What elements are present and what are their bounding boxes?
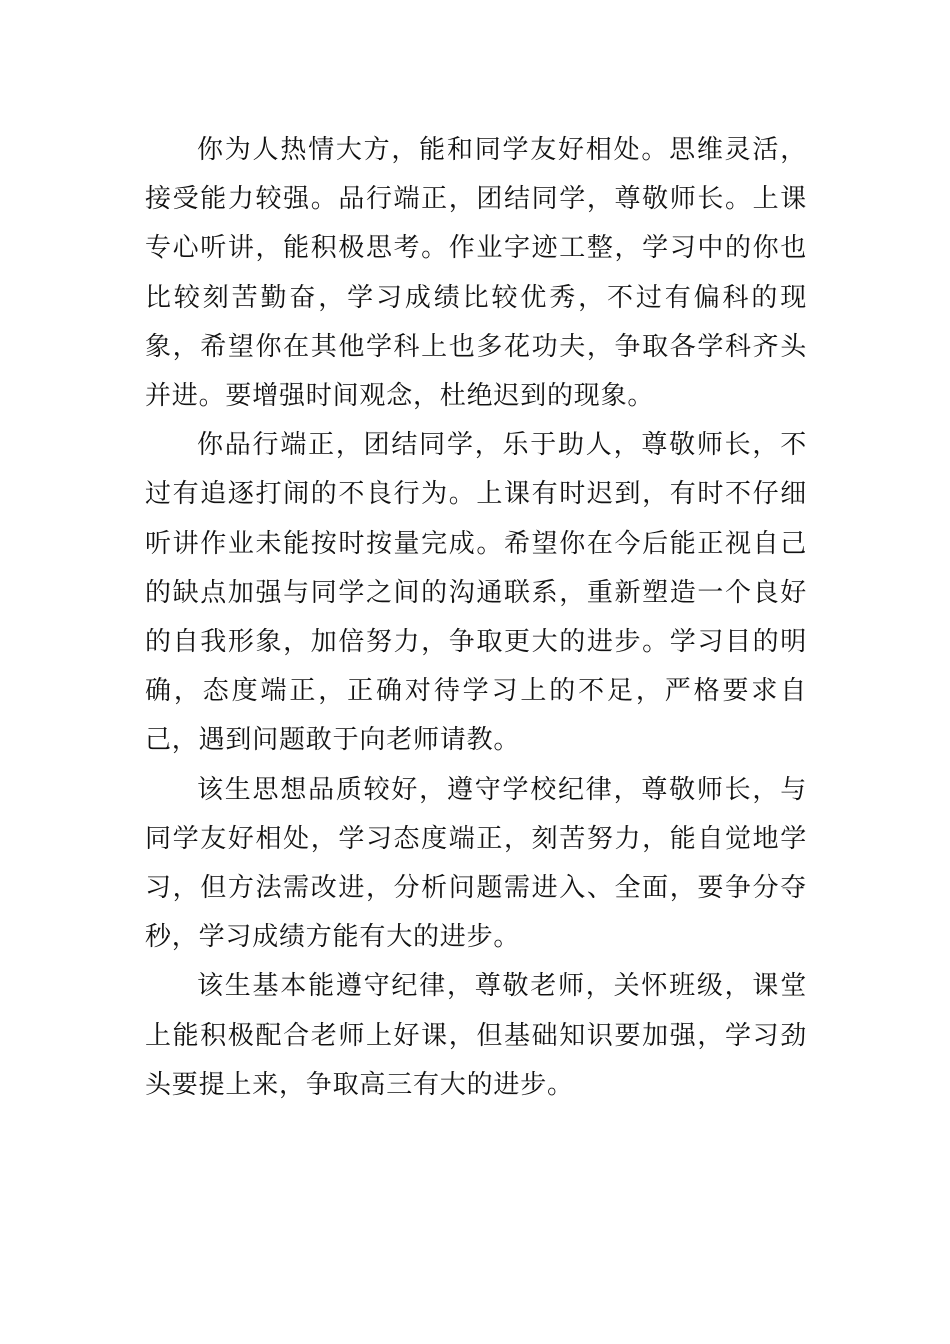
paragraph-4: 该生基本能遵守纪律，尊敬老师，关怀班级，课堂上能积极配合老师上好课，但基础知识要加强，学习劲头要提上来，争取高三有大的进步。 bbox=[145, 971, 807, 1100]
paragraph-1: 你为人热情大方，能和同学友好相处。思维灵活，接受能力较强。品行端正，团结同学，尊敬师长。上课专心听讲，能积极思考。作业字迹工整，学习中的你也比较刻苦勤奋，学习成绩比较优秀，不过有偏科的现象，希望你在其他学科上也多花功夫，争取各学科齐头并进。要增强时间观念，杜绝迟到的现象。 bbox=[145, 135, 807, 412]
paragraph-3: 该生思想品质较好，遵守学校纪律，尊敬师长，与同学友好相处，学习态度端正，刻苦努力，能自觉地学习，但方法需改进，分析问题需进入、全面，要争分夺秒，学习成绩方能有大的进步。 bbox=[145, 774, 807, 953]
document-body bbox=[145, 126, 807, 1110]
paragraph-2: 你品行端正，团结同学，乐于助人，尊敬师长，不过有追逐打闹的不良行为。上课有时迟到，有时不仔细听讲作业未能按时按量完成。希望你在今后能正视自己的缺点加强与同学之间的沟通联系，重新塑造一个良好的自我形象，加倍努力，争取更大的进步。学习目的明确，态度端正，正确对待学习上的不足，严格要求自己，遇到问题敢于向老师请教。 bbox=[145, 430, 807, 756]
